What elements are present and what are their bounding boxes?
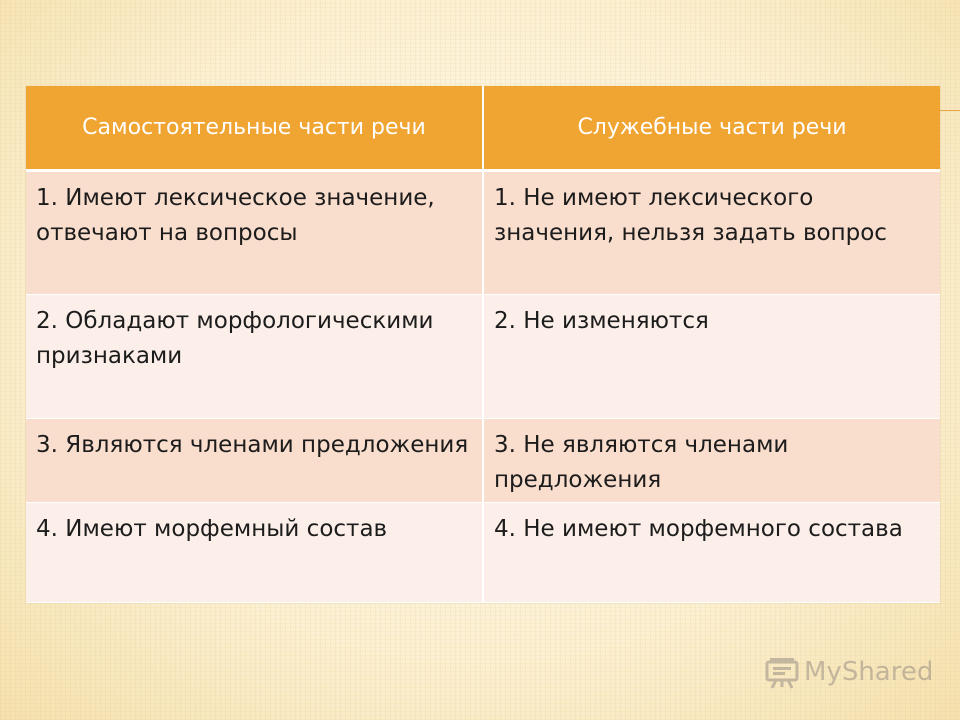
table-cell: 4. Не имеют морфемного состава xyxy=(483,502,940,602)
table-row xyxy=(26,418,940,502)
table-cell: 1. Не имеют лексического значения, нельзя задать вопрос xyxy=(483,170,940,294)
table-cell: 2. Обладают морфологическими признаками xyxy=(26,294,483,418)
table-row xyxy=(26,294,940,418)
table-cell: 3. Не являются членами предложения xyxy=(483,418,940,502)
table-row xyxy=(26,502,940,602)
table-row xyxy=(26,170,940,294)
watermark-text: MyShared xyxy=(804,657,934,687)
myshared-watermark xyxy=(764,652,933,692)
table-cell: 1. Имеют лексическое значение, отвечают на вопросы xyxy=(26,170,483,294)
table-cell: 3. Являются членами предложения xyxy=(26,418,483,502)
table-header-row xyxy=(26,86,940,170)
header-independent-parts: Самостоятельные части речи xyxy=(26,86,483,170)
parts-of-speech-table xyxy=(26,86,940,603)
table-cell: 2. Не изменяются xyxy=(483,294,940,418)
table-cell: 4. Имеют морфемный состав xyxy=(26,502,483,602)
presentation-icon xyxy=(764,654,800,690)
accent-line xyxy=(938,110,960,111)
header-function-parts: Служебные части речи xyxy=(483,86,940,170)
